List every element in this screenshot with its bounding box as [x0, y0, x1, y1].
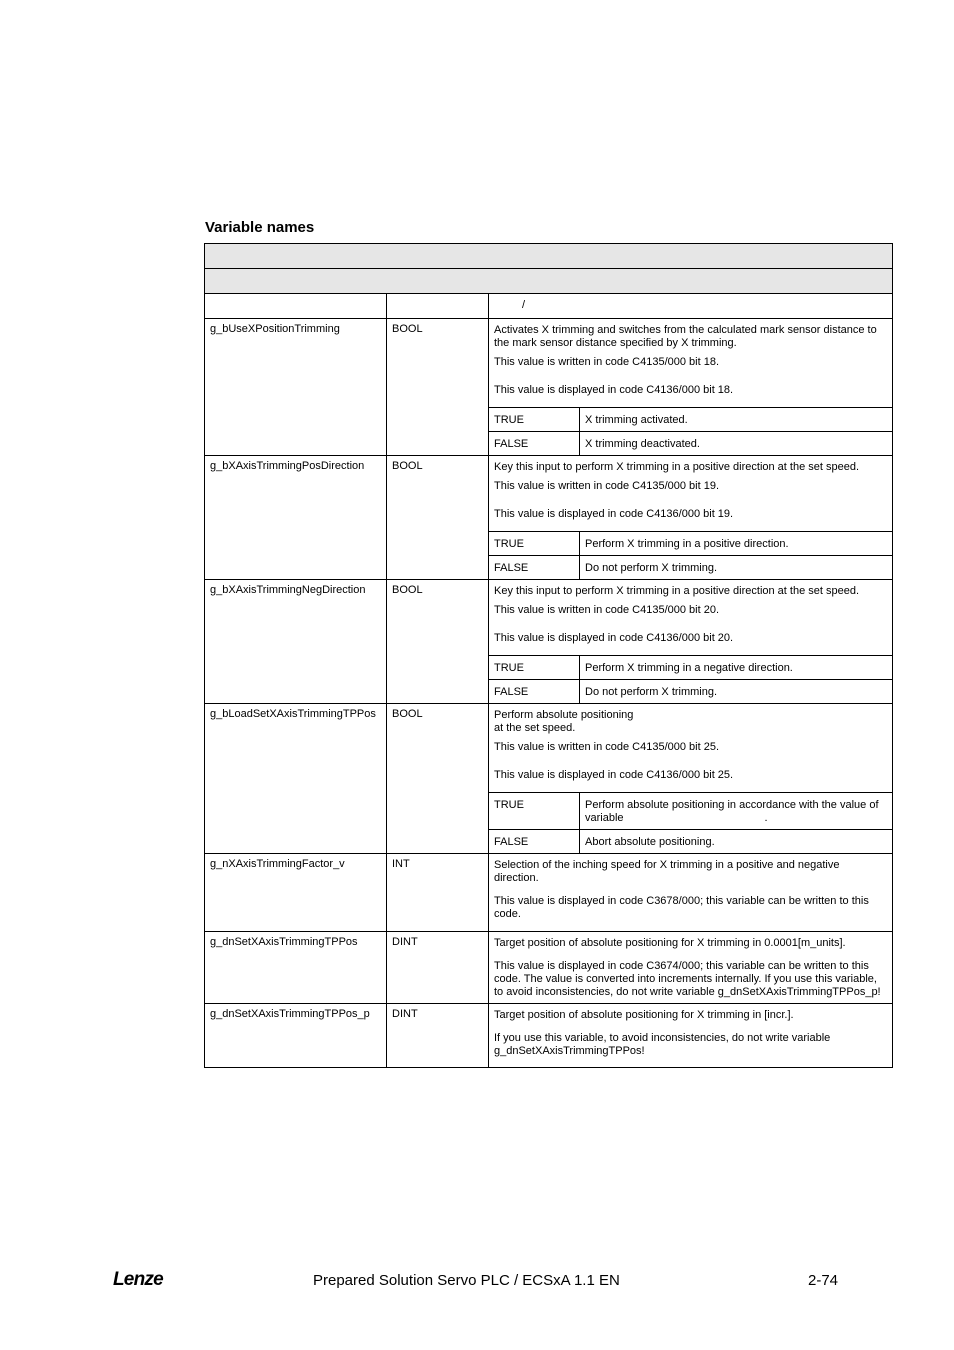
value-text: Do not perform X trimming.	[580, 680, 893, 704]
section-title: Variable names	[205, 219, 315, 236]
description-text: This value is written in code C4135/000 bit 18.	[494, 356, 720, 368]
value-key: FALSE	[489, 680, 580, 704]
variable-description	[489, 580, 893, 704]
variable-type: BOOL	[392, 460, 423, 472]
variable-type: BOOL	[392, 708, 423, 720]
value-key: FALSE	[489, 830, 580, 854]
value-table	[489, 407, 892, 455]
value-text: Abort absolute positioning.	[580, 830, 893, 854]
description-text: This value is displayed in code C4136/000 bit 25.	[494, 769, 734, 781]
variable-description	[489, 319, 893, 456]
table-row	[205, 580, 893, 704]
description-text: Target position of absolute positioning for X trimming in 0.0001[m_units].	[494, 937, 846, 949]
table-row	[205, 854, 893, 932]
value-text: X trimming deactivated.	[580, 432, 893, 456]
description-text: This value is written in code C4135/000 bit 20.	[494, 604, 720, 616]
table-row	[205, 456, 893, 580]
value-text	[580, 793, 893, 830]
variable-description	[489, 1004, 893, 1068]
column-header-slash: /	[522, 299, 526, 311]
value-row	[489, 793, 892, 830]
value-key: TRUE	[489, 793, 580, 830]
description-text: Selection of the inching speed for X trimming in a positive and negative direction.	[494, 859, 840, 884]
column-header-type	[387, 294, 489, 319]
value-row	[489, 532, 892, 556]
table-header-band-1	[205, 244, 893, 269]
value-text-line: Perform absolute positioning in accordance with the value of	[585, 799, 879, 811]
value-key: TRUE	[489, 656, 580, 680]
variable-name: g_bUseXPositionTrimming	[210, 323, 340, 335]
variable-type: DINT	[392, 1008, 418, 1020]
description-text: Key this input to perform X trimming in a positive direction at the set speed.	[494, 585, 860, 597]
table-row	[205, 1004, 893, 1068]
value-key: FALSE	[489, 556, 580, 580]
value-text: Perform X trimming in a negative direction.	[580, 656, 893, 680]
footer-title: Prepared Solution Servo PLC / ECSxA 1.1 EN	[313, 1272, 620, 1289]
column-header-name	[205, 294, 387, 319]
description-text: Key this input to perform X trimming in a positive direction at the set speed.	[494, 461, 860, 473]
variable-description	[489, 704, 893, 854]
description-text: Activates X trimming and switches from the calculated mark sensor distance to the mark sensor distance specified by X trimming.	[494, 324, 877, 349]
value-key: TRUE	[489, 408, 580, 432]
variable-description	[489, 932, 893, 1004]
variables-table	[204, 243, 893, 1068]
description-text: Perform absolute positioning	[494, 709, 634, 721]
description-text: This value is displayed in code C3678/000; this variable can be written to this code.	[494, 895, 869, 920]
value-row	[489, 556, 892, 580]
description-text: This value is displayed in code C4136/000 bit 18.	[494, 384, 734, 396]
value-text-word: variable	[585, 812, 624, 824]
value-text-line	[585, 812, 887, 825]
description-text: This value is displayed in code C4136/000 bit 20.	[494, 632, 734, 644]
table-row	[205, 319, 893, 456]
value-key: FALSE	[489, 432, 580, 456]
description-text: This value is written in code C4135/000 bit 25.	[494, 741, 720, 753]
table-header-band-2	[205, 269, 893, 294]
value-table	[489, 655, 892, 703]
value-text: Do not perform X trimming.	[580, 556, 893, 580]
variable-name: g_nXAxisTrimmingFactor_v	[210, 858, 345, 870]
lenze-logo: Lenze	[113, 1269, 163, 1290]
variable-type: BOOL	[392, 323, 423, 335]
value-text: X trimming activated.	[580, 408, 893, 432]
description-text: This value is displayed in code C4136/000 bit 19.	[494, 508, 734, 520]
column-header-description	[489, 294, 893, 319]
value-row	[489, 680, 892, 704]
variable-description	[489, 854, 893, 932]
description-text: If you use this variable, to avoid inconsistencies, do not write variable g_dnSetXAxisTrimmingTPPos!	[494, 1032, 831, 1057]
value-text: Perform X trimming in a positive direction.	[580, 532, 893, 556]
table-row	[205, 704, 893, 854]
variable-name: g_dnSetXAxisTrimmingTPPos	[210, 936, 358, 948]
variable-name: g_bLoadSetXAxisTrimmingTPPos	[210, 708, 376, 720]
value-row	[489, 408, 892, 432]
variable-name: g_bXAxisTrimmingPosDirection	[210, 460, 365, 472]
description-text: at the set speed.	[494, 722, 576, 734]
variable-type: DINT	[392, 936, 418, 948]
variable-description	[489, 456, 893, 580]
value-table	[489, 531, 892, 579]
table-row	[205, 932, 893, 1004]
description-text: Target position of absolute positioning for X trimming in [incr.].	[494, 1009, 794, 1021]
variable-name: g_bXAxisTrimmingNegDirection	[210, 584, 366, 596]
value-row	[489, 656, 892, 680]
value-key: TRUE	[489, 532, 580, 556]
description-text: This value is displayed in code C3674/000; this variable can be written to this code. The value is converted into increments internally. If you use this variable, to avoid inconsistencies, do not write variable g_dnSetXAxisTrimmingTPPos_p!	[494, 960, 881, 998]
variable-type: BOOL	[392, 584, 423, 596]
value-text-period: .	[764, 812, 768, 824]
description-text: This value is written in code C4135/000 bit 19.	[494, 480, 720, 492]
table-column-header-row	[205, 294, 893, 319]
value-row	[489, 830, 892, 854]
value-row	[489, 432, 892, 456]
page-number: 2-74	[808, 1272, 839, 1289]
value-table	[489, 792, 892, 853]
variable-name: g_dnSetXAxisTrimmingTPPos_p	[210, 1008, 370, 1020]
variable-type: INT	[392, 858, 410, 870]
